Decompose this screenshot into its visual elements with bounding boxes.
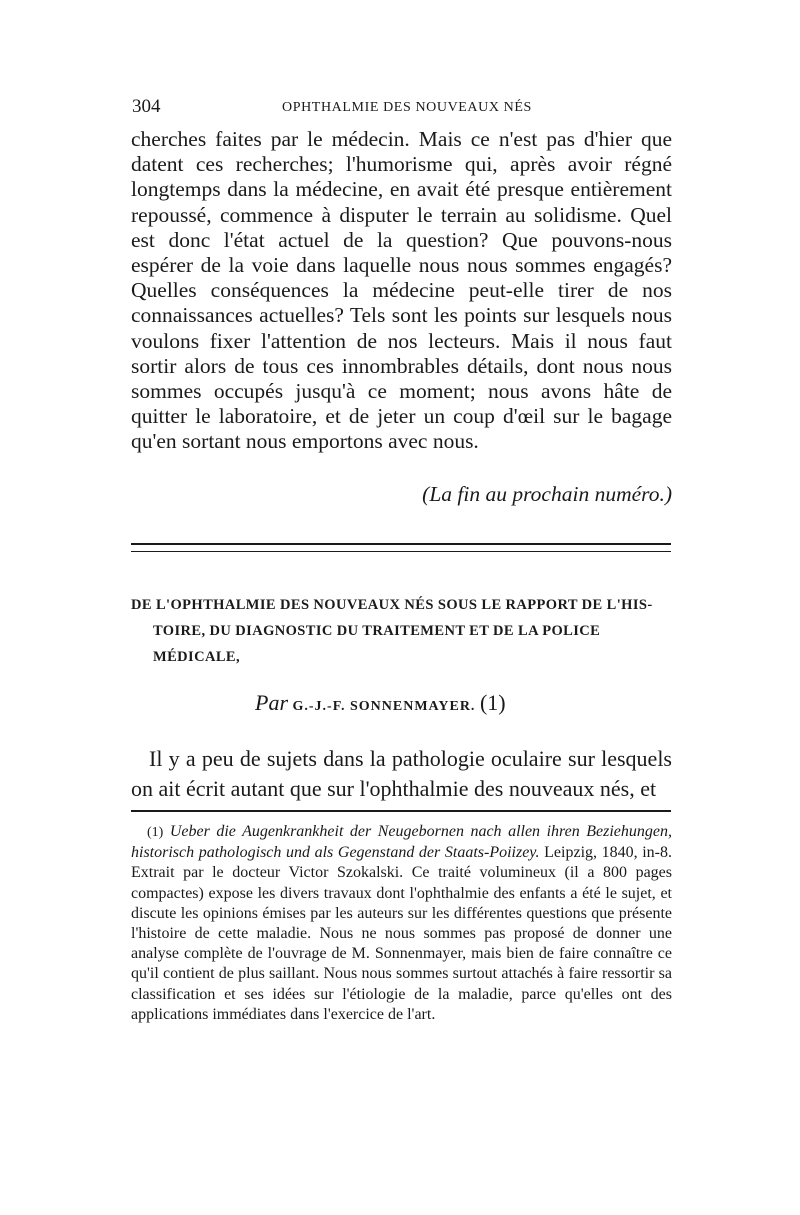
footnote xyxy=(131,822,672,1025)
byline-prefix: Par xyxy=(255,690,288,715)
footnote-title: Ueber die Augenkrankheit der Neugebornen nach allen ihren Beziehungen, historisch pathologisch und als Gegenstand der Staats-Poiizey. xyxy=(131,823,673,862)
footnote-text: Leipzig, 1840, in-8. Extrait par le docteur Victor Szokalski. Ce traité volumineux (il a 800 pages compactes) expose les divers travaux dont l'ophthalmie des enfants a été le sujet, et discute les opinions émises par les auteurs sur les différentes questions que présente l'histoire de cette maladie. Nous ne nous sommes pas proposé de donner une analyse complète de l'ouvrage de M. Sonnenmayer, mais bien de faire connaître ce qu'il contient de plus saillant. Nous nous sommes surtout attachés à faire ressortir sa classification et ses idées sur l'étiologie de la maladie, parce qu'elles ont des applications immédiates dans l'exercice de l'art. xyxy=(131,844,672,1023)
running-head: OPHTHALMIE DES NOUVEAUX NÉS xyxy=(282,100,532,115)
footnote-divider xyxy=(131,810,671,812)
article-intro-text: Il y a peu de sujets dans la pathologie oculaire sur lesquels on ait écrit autant que sur l'ophthalmie des nouveaux nés, et xyxy=(131,746,672,801)
page-number: 304 xyxy=(132,96,161,117)
continuation-note: (La fin au prochain numéro.) xyxy=(422,482,672,506)
article-heading-line: TOIRE, DU DIAGNOSTIC DU TRAITEMENT ET DE LA POLICE xyxy=(153,623,601,639)
footnote-marker: (1) xyxy=(147,825,164,840)
article-intro xyxy=(131,744,672,804)
section-divider xyxy=(131,543,671,552)
article-heading xyxy=(131,592,672,670)
main-paragraph: cherches faites par le médecin. Mais ce n'est pas d'hier que datent ces recherches; l'humorisme qui, après avoir régné longtemps dans la médecine, en avait été presque entièrement repoussé, commence à disputer le terrain au solidisme. Quel est donc l'état actuel de la question? Que pouvons-nous espérer de la voie dans laquelle nous nous sommes engagés? Quelles conséquences la médecine peut-elle tirer de nos connaissances actuelles? Tels sont les points sur lesquels nous voulons fixer l'attention de nos lecteurs. Mais il nous faut sortir alors de tous ces innombrables détails, dont nous nous sommes occupés jusqu'à ce moment; nous avons hâte de quitter le laboratoire, et de jeter un coup d'œil sur le bagage qu'en sortant nous emportons avec nous. xyxy=(131,127,672,454)
page-header xyxy=(132,96,670,124)
author-name: G.-J.-F. SONNENMAYER. xyxy=(292,699,476,714)
main-paragraph-block xyxy=(131,127,672,455)
article-heading-line: MÉDICALE, xyxy=(153,649,240,665)
article-heading-line: DE L'OPHTHALMIE DES NOUVEAUX NÉS SOUS LE RAPPORT DE L'HIS- xyxy=(131,597,653,613)
byline xyxy=(255,690,655,716)
footnote-reference: (1) xyxy=(479,690,506,715)
